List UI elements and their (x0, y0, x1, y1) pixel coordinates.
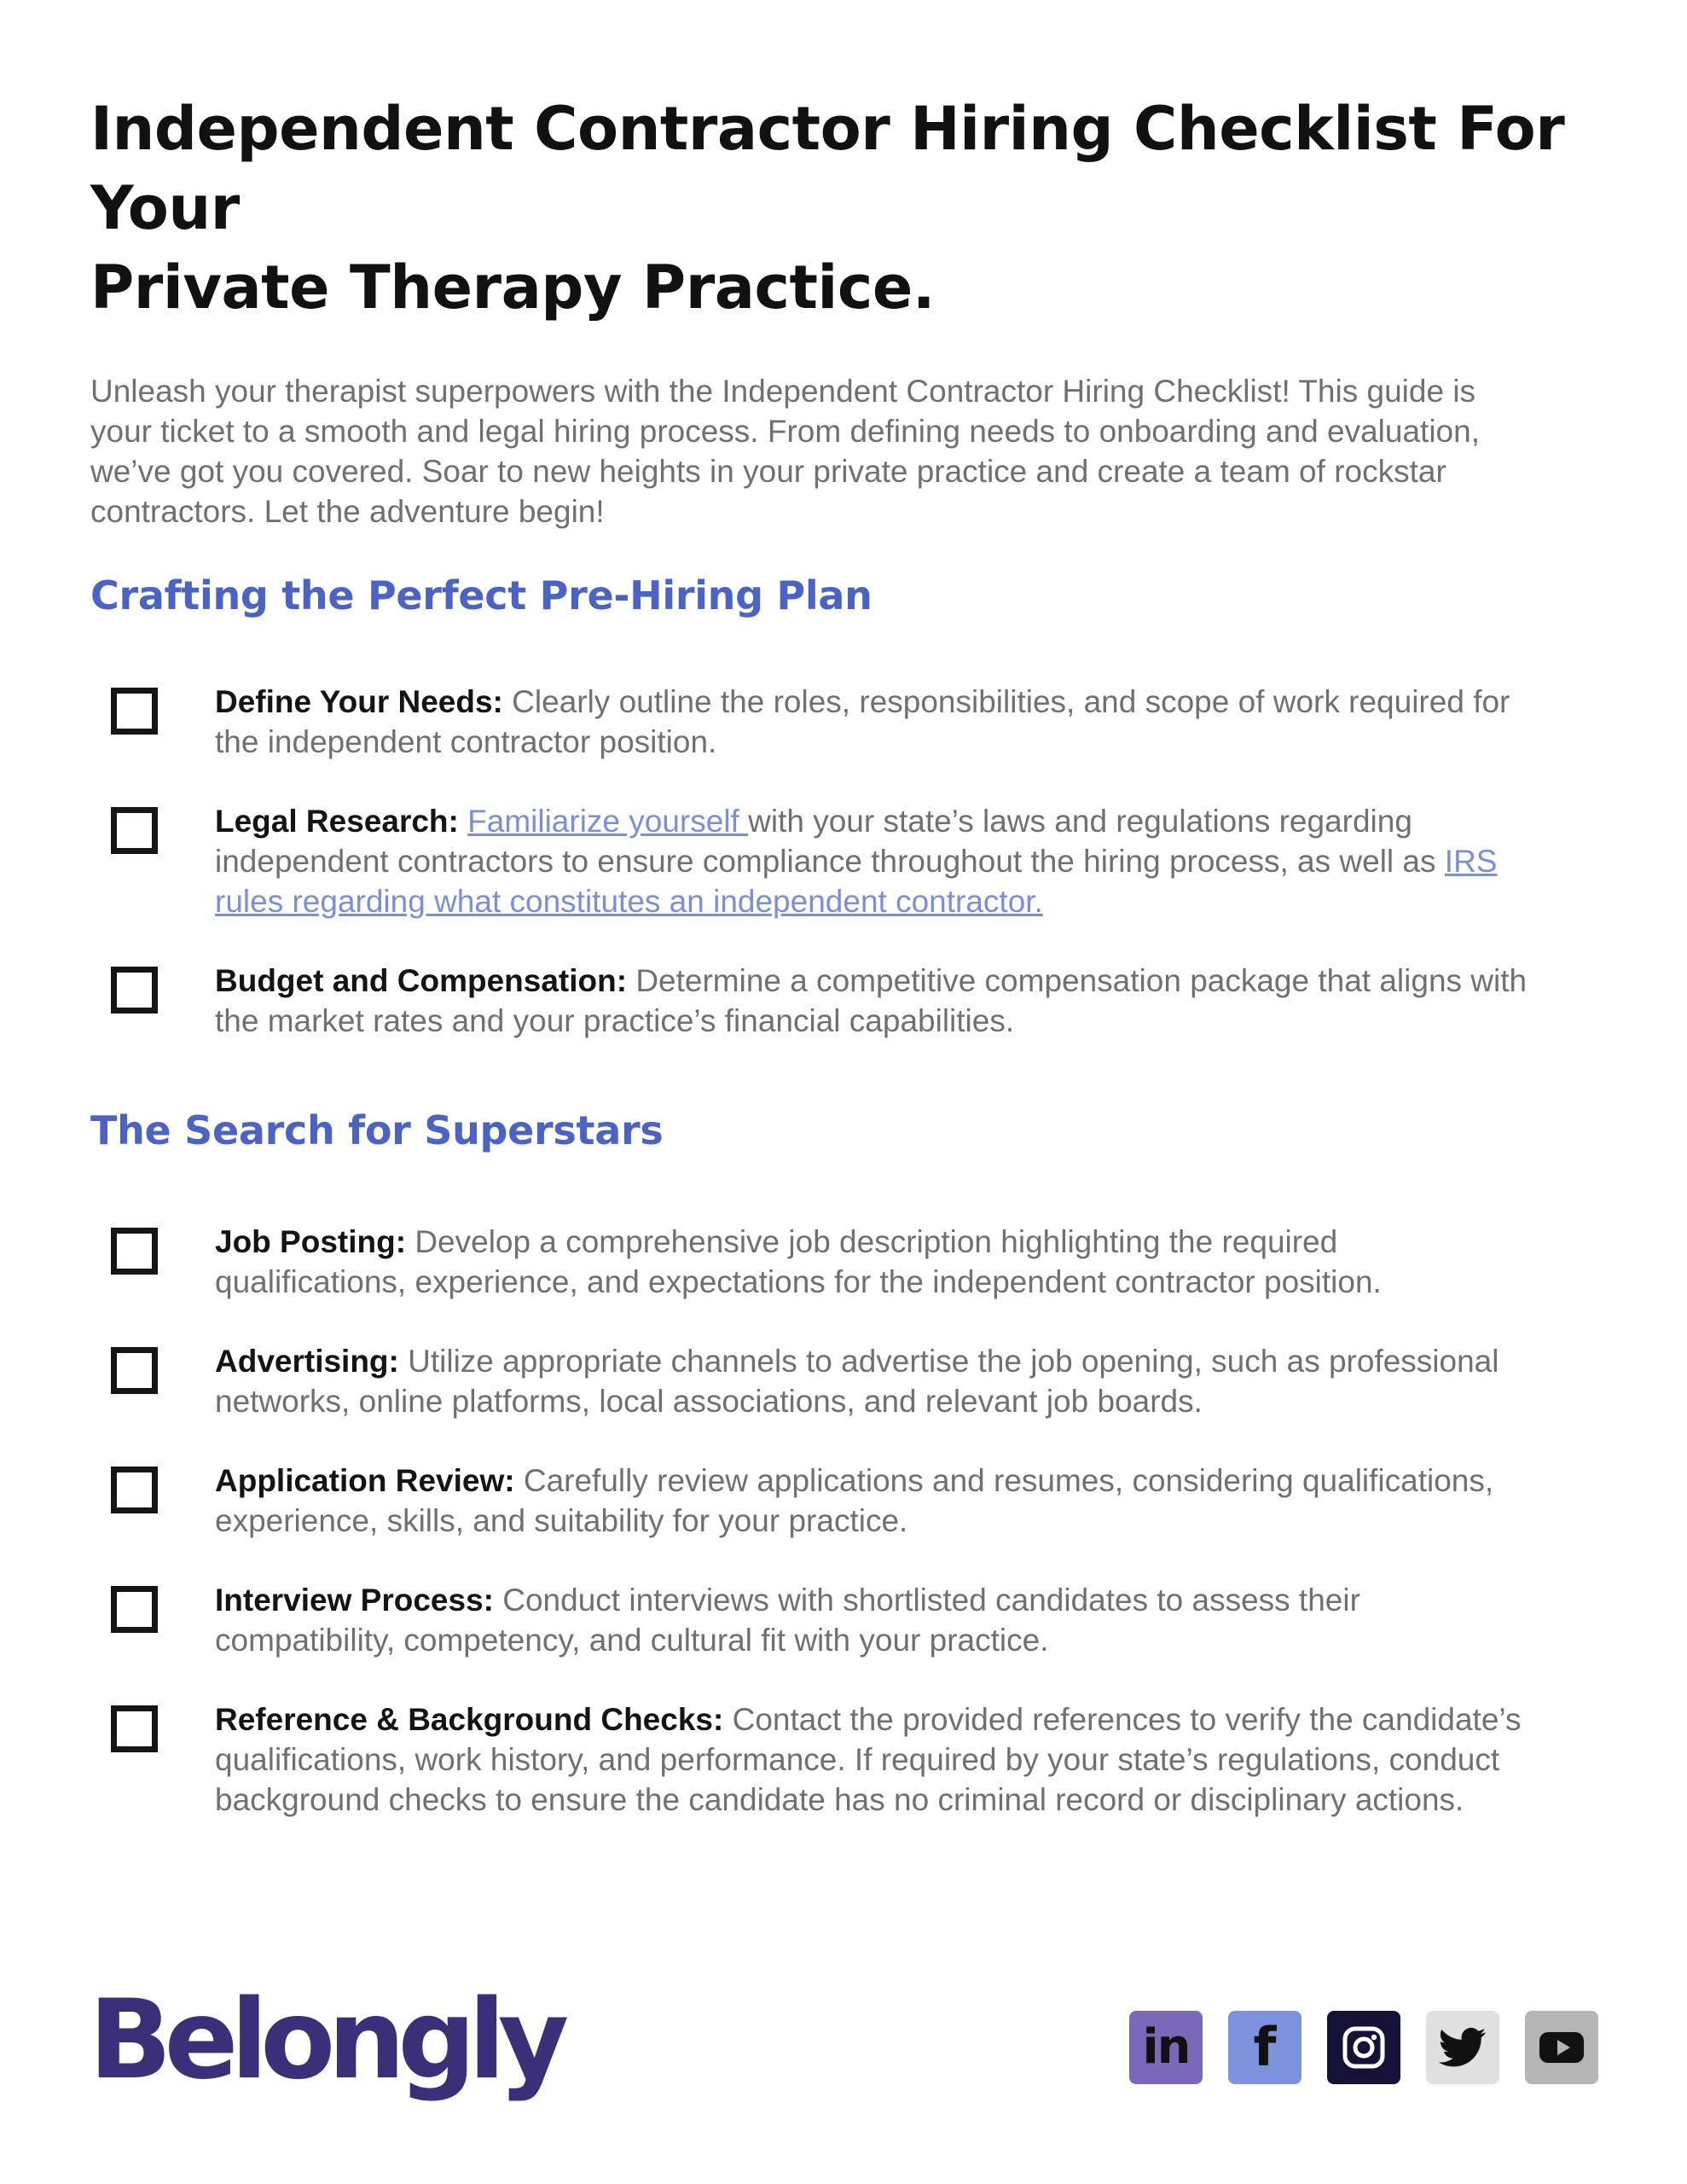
checkbox[interactable] (111, 1586, 158, 1633)
intro-paragraph: Unleash your therapist superpowers with the Independent Contractor Hiring Checklist! This guide is your ticket to a smooth and legal hiring process. From defining needs to onboarding and evaluation, we’ve got you covered. Soar to new heights in your private practice and create a team of rockstar contractors. Let the adventure begin! (90, 374, 1480, 529)
checkbox[interactable] (111, 688, 158, 735)
twitter-bird-glyph (1439, 2027, 1487, 2068)
item-text: Conduct interviews with shortlisted candidates to assess their compatibility, competency, and cultural fit with your practice. (215, 1583, 1360, 1658)
section-heading-search: The Search for Superstars (90, 1107, 664, 1153)
checklist-item (90, 961, 1528, 1041)
checklist-item (90, 1222, 1528, 1302)
item-title: Reference & Background Checks: (215, 1702, 724, 1737)
checklist-item (90, 1699, 1528, 1820)
checklist-item (90, 1341, 1528, 1421)
facebook-icon[interactable] (1228, 2011, 1301, 2084)
item-title: Job Posting: (215, 1224, 407, 1259)
youtube-play-glyph (1539, 2030, 1585, 2065)
twitter-icon[interactable] (1426, 2011, 1499, 2084)
item-text: Utilize appropriate channels to advertise the job opening, such as professional networks, online platforms, local associations, and relevant job boards. (215, 1344, 1499, 1419)
item-title: Advertising: (215, 1344, 399, 1379)
checklist-pre-hiring (90, 682, 1609, 1041)
linkedin-icon[interactable] (1129, 2011, 1203, 2084)
instagram-glyph (1342, 2025, 1386, 2070)
youtube-icon[interactable] (1525, 2011, 1598, 2084)
facebook-label: f (1253, 2016, 1277, 2078)
checkbox[interactable] (111, 1705, 158, 1752)
checklist-item (90, 682, 1528, 762)
item-text (459, 804, 467, 839)
item-text: with your state’s laws and regulations regarding independent contractors to ensure compliance throughout the hiring process, as well as (215, 804, 1445, 879)
checkbox[interactable] (111, 967, 158, 1014)
item-text: Determine a competitive compensation package that aligns with the market rates and your practice’s financial capabilities. (215, 963, 1528, 1038)
checklist-item (90, 1461, 1528, 1541)
checkbox[interactable] (111, 1467, 158, 1513)
item-text: Clearly outline the roles, responsibilities, and scope of work required for the independent contractor position. (215, 684, 1510, 759)
section-heading-pre-hiring: Crafting the Perfect Pre-Hiring Plan (90, 572, 872, 619)
checklist-document (90, 90, 1609, 1859)
item-title: Legal Research: (215, 804, 459, 839)
linkedin-label: in (1142, 2019, 1190, 2075)
instagram-icon[interactable] (1327, 2011, 1400, 2084)
item-title: Define Your Needs: (215, 684, 503, 719)
item-text: Carefully review applications and resumes, considering qualifications, experience, skills, and suitability for your practice. (215, 1463, 1494, 1538)
checklist-search (90, 1222, 1609, 1820)
checkbox[interactable] (111, 1228, 158, 1275)
checkbox[interactable] (111, 807, 158, 854)
page-title: Independent Contractor Hiring Checklist For Your Private Therapy Practice. (90, 94, 1565, 322)
checklist-item (90, 801, 1528, 921)
checkbox[interactable] (111, 1347, 158, 1394)
link-irs-rules[interactable]: IRS rules regarding what constitutes an independent contractor. (215, 844, 1498, 919)
item-text: Contact the provided references to verify the candidate’s qualifications, work history, and performance. If required by your state’s regulations, conduct background checks to ensure the candidate has no criminal record or disciplinary actions. (215, 1702, 1522, 1817)
social-links (1129, 2011, 1598, 2084)
footer (89, 1978, 1598, 2114)
item-title: Budget and Compensation: (215, 963, 628, 998)
item-title: Application Review: (215, 1463, 515, 1498)
item-title: Interview Process: (215, 1583, 494, 1618)
item-text: Develop a comprehensive job description highlighting the required qualifications, experience, and expectations for the independent contractor position. (215, 1224, 1382, 1299)
checklist-item (90, 1580, 1528, 1660)
link-familiarize-yourself[interactable]: Familiarize yourself (467, 804, 749, 839)
belongly-logo[interactable]: Belongly (89, 1977, 562, 2104)
